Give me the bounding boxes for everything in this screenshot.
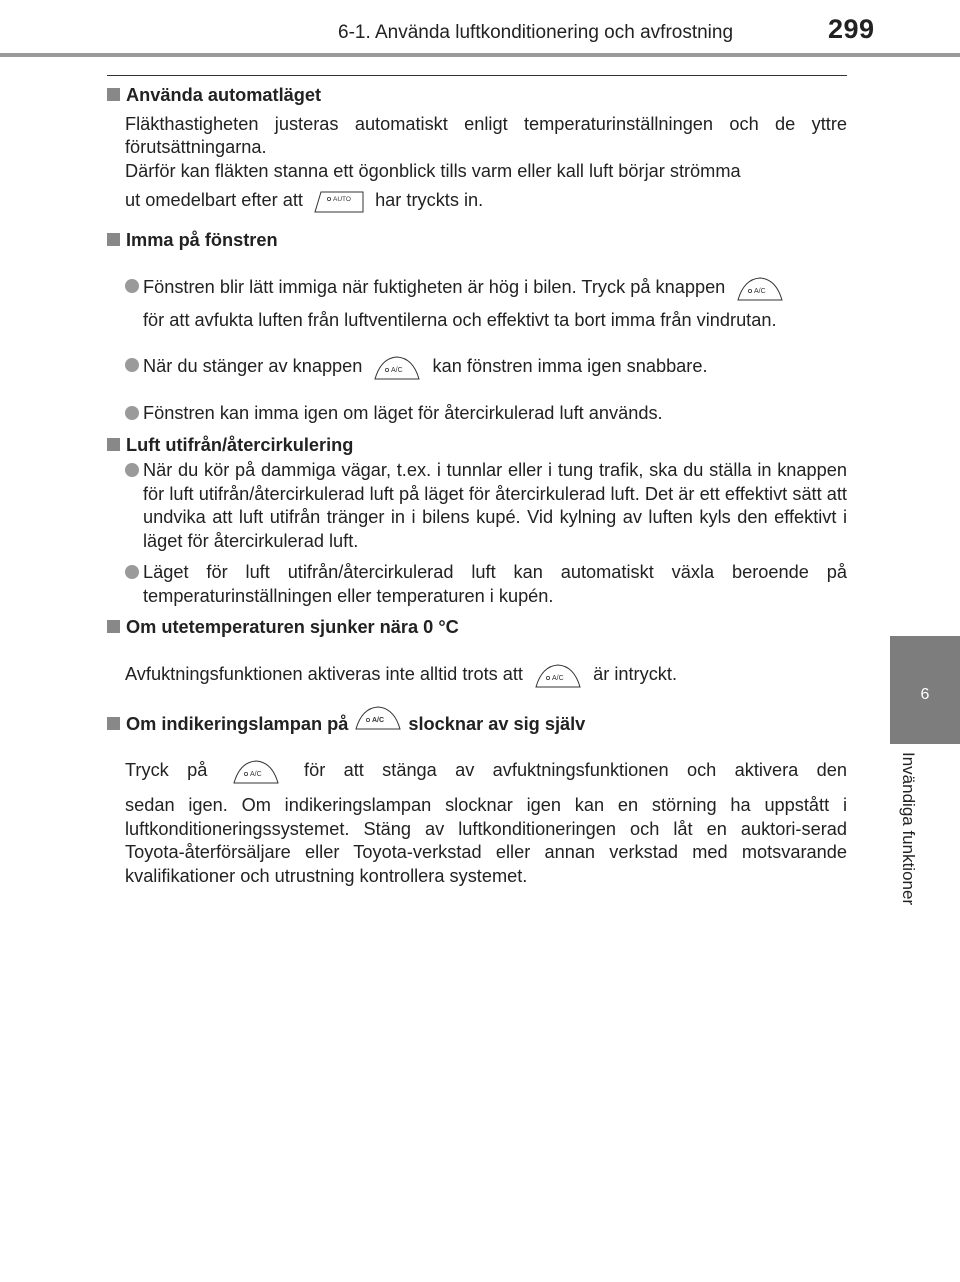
paragraph bbox=[125, 758, 847, 784]
section-recirculation bbox=[107, 434, 847, 609]
circle-bullet-icon bbox=[125, 358, 139, 372]
ac-button-icon bbox=[232, 758, 280, 784]
heading-text: Använda automatläget bbox=[126, 85, 322, 105]
paragraph-text: är intryckt. bbox=[593, 663, 678, 684]
heading-text: Om indikeringslampan på bbox=[126, 713, 349, 734]
circle-bullet-icon bbox=[125, 565, 139, 579]
section-auto-mode bbox=[107, 84, 847, 213]
ac-button-label: A/C bbox=[249, 771, 262, 779]
paragraph-text: ut omedelbart efter att bbox=[125, 190, 303, 210]
header-rule bbox=[0, 53, 960, 57]
section-heading bbox=[107, 704, 847, 737]
section-heading bbox=[107, 616, 847, 640]
paragraph bbox=[125, 189, 847, 213]
circle-bullet-icon bbox=[125, 406, 139, 420]
heading-text: Imma på fönstren bbox=[126, 230, 278, 251]
section-indicator-lamp bbox=[107, 704, 847, 889]
auto-button-icon bbox=[314, 189, 364, 213]
ac-button-label: A/C bbox=[552, 674, 564, 682]
chapter-title: 6-1. Använda luftkonditionering och avfrostning bbox=[338, 22, 734, 43]
paragraph-text: Avfuktningsfunktionen aktiveras inte alltid trots att bbox=[125, 663, 523, 684]
ac-button-label: A/C bbox=[391, 367, 404, 375]
list-item bbox=[125, 402, 847, 426]
list-item bbox=[125, 275, 847, 333]
list-item-text: för att avfukta luften från luftventilerna och effektivt ta bort imma från vindrutan. bbox=[143, 309, 777, 330]
list-item-text: kan fönstren imma igen snabbare. bbox=[432, 356, 708, 376]
square-bullet-icon bbox=[107, 233, 120, 246]
ac-button-icon bbox=[373, 354, 421, 380]
list-item-text: Fönstren kan imma igen om läget för återcirkulerad luft används. bbox=[143, 403, 663, 424]
section-window-fog bbox=[107, 229, 847, 426]
paragraph-text: för att stänga av avfuktningsfunktionen och aktivera den bbox=[304, 760, 847, 780]
ac-button-label: A/C bbox=[372, 716, 385, 724]
square-bullet-icon bbox=[107, 717, 120, 730]
paragraph-text: har tryckts in. bbox=[375, 190, 484, 210]
paragraph bbox=[125, 662, 847, 688]
page-number: 299 bbox=[828, 14, 875, 44]
list-item-text: När du stänger av knappen bbox=[143, 356, 363, 376]
list-item bbox=[125, 354, 847, 380]
list-item bbox=[125, 459, 847, 553]
chapter-tab[interactable] bbox=[890, 636, 960, 744]
paragraph-text: Tryck på bbox=[125, 760, 208, 780]
list-item-text: Läget för luft utifrån/återcirkulerad luft kan automatiskt växla beroende på temperaturinställningen eller temperaturen i kupén. bbox=[143, 562, 847, 606]
paragraph: sedan igen. Om indikeringslampan slocknar igen kan en störning ha uppstått i luftkonditioneringssystemet. Stäng av luftkonditioneringen och låt en auktori-serad Toyota-återförsäljare eller Toyota-verkstad eller annan verkstad med motsvarande kvalifikationer och utrustning kontrollera systemet. bbox=[125, 795, 847, 886]
list-item bbox=[125, 561, 847, 608]
section-heading bbox=[107, 434, 847, 458]
list-item-text: Fönstren blir lätt immiga när fuktigheten är hög i bilen. Tryck på knappen bbox=[143, 276, 726, 297]
square-bullet-icon bbox=[107, 88, 120, 101]
paragraph: Fläkthastigheten justeras automatiskt enligt temperaturinställningen och de yttre förutsättningarna. bbox=[125, 113, 847, 157]
circle-bullet-icon bbox=[125, 279, 139, 293]
ac-button-icon bbox=[534, 662, 582, 688]
section-heading bbox=[107, 84, 847, 108]
heading-text: Om utetemperaturen sjunker nära 0 °C bbox=[126, 617, 459, 638]
section-heading bbox=[107, 229, 847, 253]
auto-button-label: AUTO bbox=[333, 196, 351, 204]
heading-text: Luft utifrån/återcirkulering bbox=[126, 434, 354, 455]
section-low-temperature bbox=[107, 616, 847, 688]
square-bullet-icon bbox=[107, 438, 120, 451]
ac-button-icon bbox=[354, 704, 402, 730]
heading-text: slocknar av sig själv bbox=[408, 713, 586, 734]
chapter-tab-label: Invändiga funktioner bbox=[899, 752, 918, 906]
page-content bbox=[107, 84, 847, 888]
ac-button-label: A/C bbox=[754, 287, 767, 295]
circle-bullet-icon bbox=[125, 463, 139, 477]
list-item-text: När du kör på dammiga vägar, t.ex. i tunnlar eller i tung trafik, ska du ställa in knappen för luft utifrån/återcirkulerad luft på läget för återcirkulerad luft. Det är ett effektivt sätt att undvika att luft utifrån tränger in i bilens kupé. Vid kylning av luften kyls den effektivt i läget för återcirkulerad luft. bbox=[143, 460, 847, 551]
chapter-tab-number: 6 bbox=[920, 686, 930, 703]
section-rule bbox=[107, 75, 847, 76]
square-bullet-icon bbox=[107, 620, 120, 633]
ac-button-icon bbox=[736, 275, 784, 301]
paragraph: Därför kan fläkten stanna ett ögonblick tills varm eller kall luft börjar strömma bbox=[125, 160, 741, 181]
